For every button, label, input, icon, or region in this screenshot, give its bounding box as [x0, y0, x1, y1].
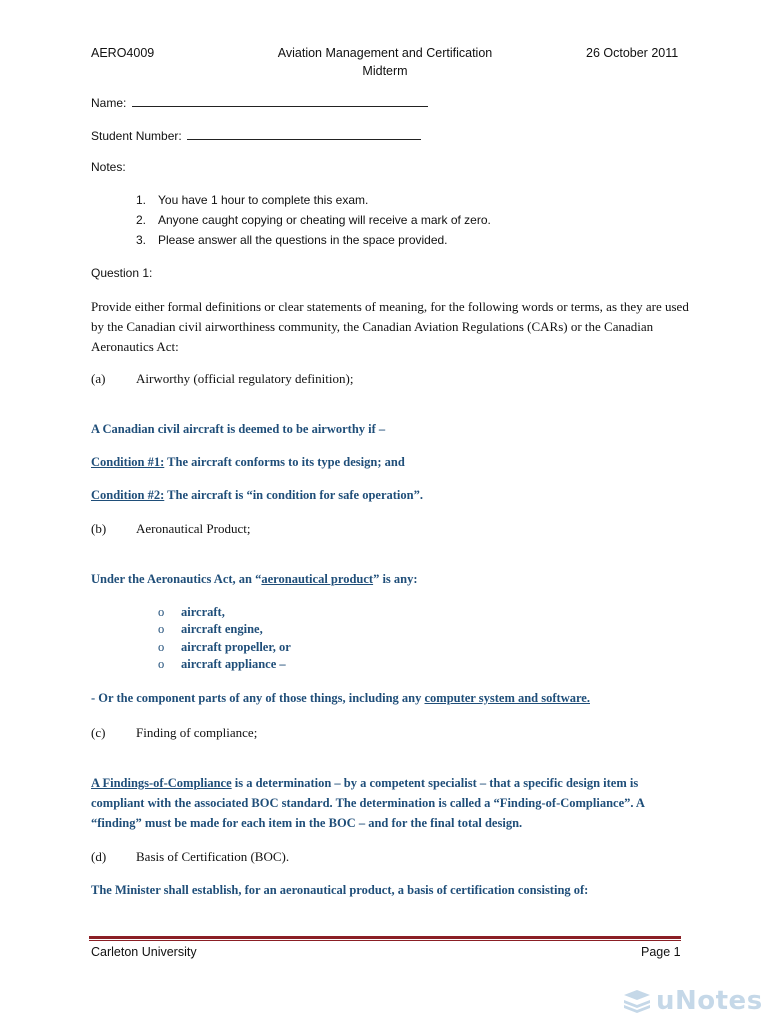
- footer-rule: [89, 936, 681, 939]
- note-item: Anyone caught copying or cheating will receive a mark of zero.: [158, 213, 491, 227]
- student-number-blank-line: [187, 127, 421, 140]
- condition-label: Condition #2:: [91, 488, 165, 502]
- document-subtitle: Midterm: [362, 64, 408, 78]
- list-item: aircraft,: [181, 605, 225, 619]
- watermark-text: uNotes: [656, 986, 763, 1016]
- answer-c: [91, 773, 686, 833]
- closing-text: - Or the component parts of any of those things, including any: [91, 691, 425, 705]
- student-number-field: [91, 127, 421, 143]
- note-number: 2.: [136, 213, 147, 227]
- note-item: You have 1 hour to complete this exam.: [158, 193, 369, 207]
- notes-label: Notes:: [91, 160, 126, 174]
- condition-label: Condition #1:: [91, 455, 165, 469]
- answer-c-term: A Findings-of-Compliance: [91, 776, 232, 790]
- note-number: 1.: [136, 193, 147, 207]
- books-stack-icon: [622, 989, 652, 1013]
- part-letter: (a): [91, 371, 106, 386]
- bullet-icon: o: [158, 605, 165, 619]
- document-date: 26 October 2011: [586, 46, 679, 60]
- footer-institution: Carleton University: [91, 945, 197, 959]
- question-label: Question 1:: [91, 266, 153, 280]
- document-title: Aviation Management and Certification: [277, 46, 493, 60]
- part-prompt: Airworthy (official regulatory definition);: [136, 371, 354, 386]
- student-number-label: Student Number:: [91, 129, 182, 143]
- intro-text: ” is any:: [373, 572, 418, 586]
- name-blank-line: [132, 94, 428, 107]
- note-number: 3.: [136, 233, 147, 247]
- condition-text: The aircraft conforms to its type design; and: [164, 455, 405, 469]
- part-prompt: Aeronautical Product;: [136, 521, 251, 536]
- list-item: aircraft appliance –: [181, 657, 286, 671]
- name-label: Name:: [91, 96, 127, 110]
- part-prompt: Basis of Certification (BOC).: [136, 849, 290, 864]
- answer-a-line: A Canadian civil aircraft is deemed to be airworthy if –: [91, 422, 386, 436]
- part-letter: (b): [91, 521, 107, 536]
- bullet-icon: o: [158, 657, 165, 671]
- footer-page-number: Page 1: [641, 945, 681, 959]
- bullet-icon: o: [158, 622, 165, 636]
- part-letter: (c): [91, 725, 106, 740]
- note-item: Please answer all the questions in the space provided.: [158, 233, 448, 247]
- list-item: aircraft engine,: [181, 622, 263, 636]
- course-code: AERO4009: [91, 46, 155, 60]
- watermark: [622, 986, 763, 1016]
- name-field: [91, 94, 428, 110]
- answer-a-condition-2: [91, 488, 423, 503]
- list-item: aircraft propeller, or: [181, 640, 291, 654]
- answer-b-intro: [91, 572, 418, 587]
- footer-rule-thin: [89, 940, 681, 941]
- answer-b-closing: [91, 691, 590, 706]
- intro-term: aeronautical product: [261, 572, 374, 586]
- answer-c-text: is a determination – by a competent specialist – that a specific design item is compliant with the associated BOC standard. The determination is called a “Finding-of-Compliance”. A “finding” must be made for each item in the BOC – and for the final total design.: [91, 776, 645, 830]
- condition-text: The aircraft is “in condition for safe operation”.: [164, 488, 423, 502]
- answer-d: The Minister shall establish, for an aeronautical product, a basis of certification consisting of:: [91, 883, 589, 897]
- bullet-icon: o: [158, 640, 165, 654]
- intro-text: Under the Aeronautics Act, an “: [91, 572, 262, 586]
- answer-a-condition-1: [91, 455, 405, 470]
- closing-term: computer system and software.: [424, 691, 590, 705]
- part-prompt: Finding of compliance;: [136, 725, 258, 740]
- part-letter: (d): [91, 849, 107, 864]
- question-intro: Provide either formal definitions or clear statements of meaning, for the following words or terms, as they are used by the Canadian civil airworthiness community, the Canadian Aviation Regulations (CARs) or the Canadian Aeronautics Act:: [91, 299, 689, 354]
